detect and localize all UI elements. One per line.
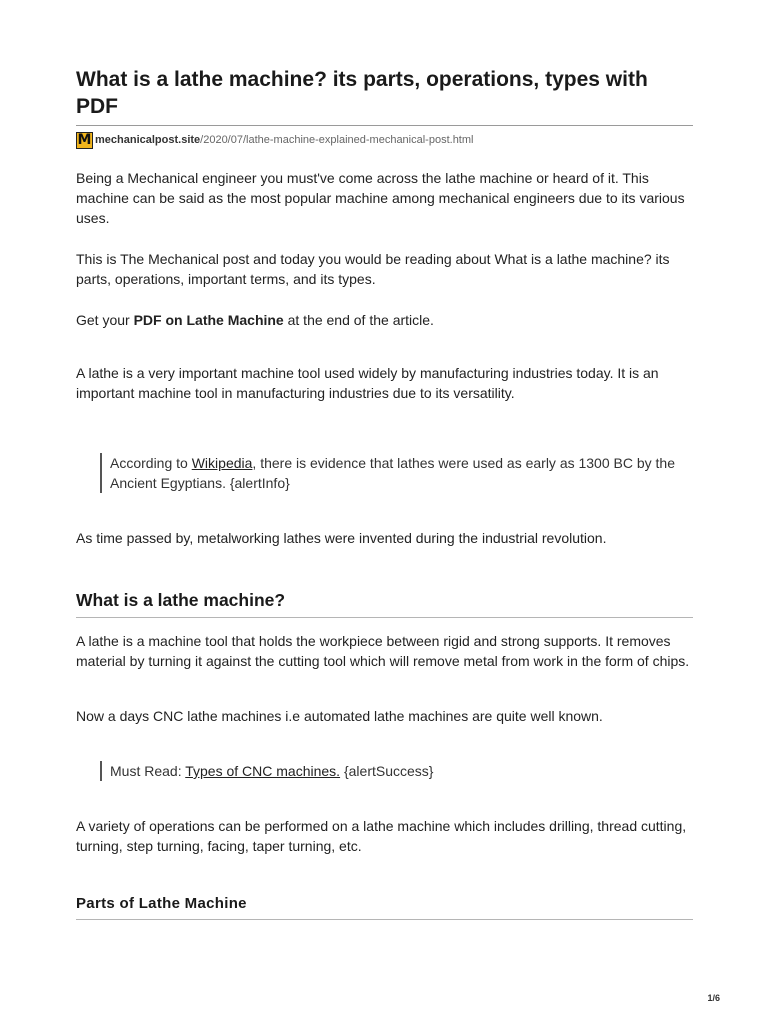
title-divider	[76, 125, 693, 126]
source-line	[76, 131, 473, 149]
section1-paragraph-1: A lathe is a machine tool that holds the workpiece between rigid and strong supports. It removes material by turning it against the cutting tool which will remove metal from work in the form of chips.	[76, 633, 690, 669]
intro-paragraph-3: A lathe is a very important machine tool used widely by manufacturing industries today. It is an important machine tool in manufacturing industries due to its versatility.	[76, 365, 659, 401]
quote1-after: , there is evidence that lathes were used as early as 1300 BC by the Ancient Egyptians. {alertInfo}	[110, 455, 675, 491]
page-number: 1/6	[707, 993, 720, 1003]
section1-paragraph-2: Now a days CNC lathe machines i.e automated lathe machines are quite well known.	[76, 708, 603, 724]
article-title: What is a lathe machine? its parts, operations, types with PDF	[76, 68, 648, 118]
section-divider	[76, 617, 693, 618]
pdf-note-before: Get your	[76, 312, 134, 328]
section-divider	[76, 919, 693, 920]
source-domain[interactable]: mechanicalpost.site	[95, 134, 201, 146]
wikipedia-quote	[100, 453, 690, 493]
section-heading-parts: Parts of Lathe Machine	[76, 895, 247, 912]
pdf-note	[76, 310, 693, 330]
intro-paragraph-1: Being a Mechanical engineer you must've come across the lathe machine or heard of it. This machine can be said as the most popular machine among mechanical engineers due to its various uses.	[76, 170, 685, 226]
quote2-before: Must Read:	[110, 763, 186, 779]
quote2-after: {alertSuccess}	[340, 763, 434, 779]
intro-paragraph-4: As time passed by, metalworking lathes were invented during the industrial revolution.	[76, 530, 607, 546]
section1-paragraph-3: A variety of operations can be performed on a lathe machine which includes drilling, thread cutting, turning, step turning, facing, taper turning, etc.	[76, 818, 687, 854]
site-logo-icon: M	[77, 132, 92, 148]
wikipedia-link[interactable]: Wikipedia	[191, 455, 253, 471]
pdf-note-bold: PDF on Lathe Machine	[133, 312, 284, 328]
pdf-note-after: at the end of the article.	[283, 312, 434, 328]
source-path[interactable]: /2020/07/lathe-machine-explained-mechanical-post.html	[200, 134, 474, 146]
intro-paragraph-2: This is The Mechanical post and today you would be reading about What is a lathe machine? its parts, operations, important terms, and its types.	[76, 251, 670, 287]
section-heading-what-is-lathe: What is a lathe machine?	[76, 590, 286, 610]
must-read-quote	[100, 761, 690, 781]
cnc-types-link[interactable]: Types of CNC machines.	[185, 763, 341, 779]
quote1-before: According to	[110, 455, 192, 471]
